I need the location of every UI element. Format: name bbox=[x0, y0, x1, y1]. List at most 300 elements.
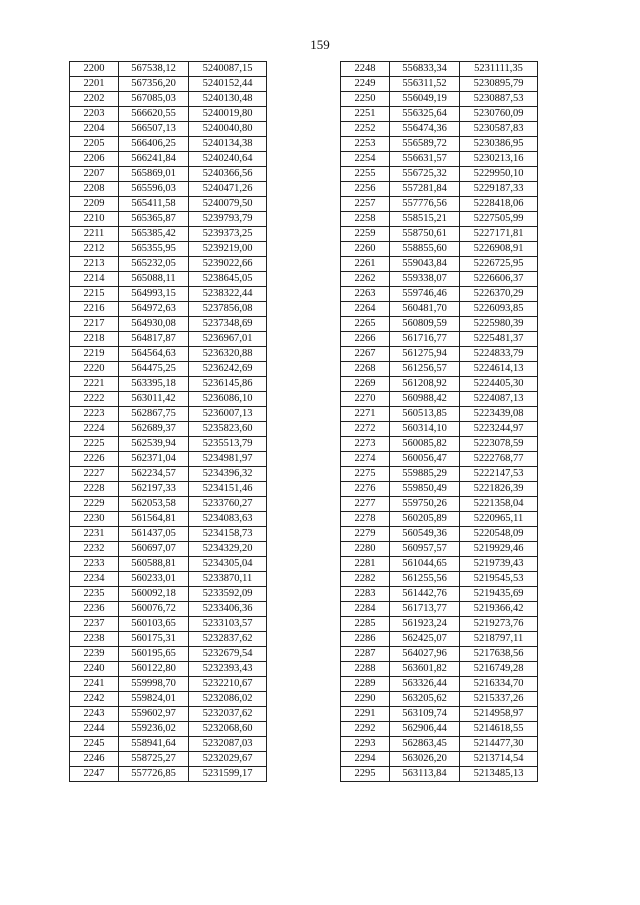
point-number-cell: 2213 bbox=[70, 257, 119, 272]
y-coordinate-cell: 5240134,38 bbox=[189, 137, 267, 152]
table-row bbox=[70, 662, 267, 677]
x-coordinate-cell: 565365,87 bbox=[119, 212, 189, 227]
point-number-cell: 2285 bbox=[341, 617, 390, 632]
point-number-cell: 2288 bbox=[341, 662, 390, 677]
table-row bbox=[70, 497, 267, 512]
table-row bbox=[341, 77, 538, 92]
table-row bbox=[341, 167, 538, 182]
point-number-cell: 2251 bbox=[341, 107, 390, 122]
point-number-cell: 2206 bbox=[70, 152, 119, 167]
table-row bbox=[70, 122, 267, 137]
table-row bbox=[70, 302, 267, 317]
y-coordinate-cell: 5234151,46 bbox=[189, 482, 267, 497]
point-number-cell: 2244 bbox=[70, 722, 119, 737]
y-coordinate-cell: 5221358,04 bbox=[460, 497, 538, 512]
point-number-cell: 2214 bbox=[70, 272, 119, 287]
x-coordinate-cell: 556725,32 bbox=[390, 167, 460, 182]
point-number-cell: 2233 bbox=[70, 557, 119, 572]
table-row bbox=[341, 422, 538, 437]
coordinates-table-right bbox=[340, 61, 538, 782]
y-coordinate-cell: 5230887,53 bbox=[460, 92, 538, 107]
y-coordinate-cell: 5220548,09 bbox=[460, 527, 538, 542]
point-number-cell: 2223 bbox=[70, 407, 119, 422]
x-coordinate-cell: 562425,07 bbox=[390, 632, 460, 647]
point-number-cell: 2263 bbox=[341, 287, 390, 302]
table-row bbox=[70, 92, 267, 107]
table-row bbox=[70, 587, 267, 602]
y-coordinate-cell: 5237856,08 bbox=[189, 302, 267, 317]
coordinates-table-left bbox=[69, 61, 267, 782]
table-row bbox=[70, 647, 267, 662]
point-number-cell: 2228 bbox=[70, 482, 119, 497]
y-coordinate-cell: 5228418,06 bbox=[460, 197, 538, 212]
x-coordinate-cell: 560513,85 bbox=[390, 407, 460, 422]
x-coordinate-cell: 560195,65 bbox=[119, 647, 189, 662]
y-coordinate-cell: 5219435,69 bbox=[460, 587, 538, 602]
point-number-cell: 2278 bbox=[341, 512, 390, 527]
y-coordinate-cell: 5219366,42 bbox=[460, 602, 538, 617]
table-row bbox=[341, 452, 538, 467]
point-number-cell: 2266 bbox=[341, 332, 390, 347]
table-row bbox=[341, 407, 538, 422]
point-number-cell: 2277 bbox=[341, 497, 390, 512]
x-coordinate-cell: 562371,04 bbox=[119, 452, 189, 467]
point-number-cell: 2246 bbox=[70, 752, 119, 767]
point-number-cell: 2255 bbox=[341, 167, 390, 182]
point-number-cell: 2230 bbox=[70, 512, 119, 527]
point-number-cell: 2281 bbox=[341, 557, 390, 572]
x-coordinate-cell: 563326,44 bbox=[390, 677, 460, 692]
point-number-cell: 2295 bbox=[341, 767, 390, 782]
y-coordinate-cell: 5236320,88 bbox=[189, 347, 267, 362]
x-coordinate-cell: 560076,72 bbox=[119, 602, 189, 617]
point-number-cell: 2253 bbox=[341, 137, 390, 152]
x-coordinate-cell: 560549,36 bbox=[390, 527, 460, 542]
point-number-cell: 2211 bbox=[70, 227, 119, 242]
x-coordinate-cell: 565355,95 bbox=[119, 242, 189, 257]
point-number-cell: 2247 bbox=[70, 767, 119, 782]
point-number-cell: 2284 bbox=[341, 602, 390, 617]
x-coordinate-cell: 560697,07 bbox=[119, 542, 189, 557]
x-coordinate-cell: 567538,12 bbox=[119, 62, 189, 77]
y-coordinate-cell: 5232068,60 bbox=[189, 722, 267, 737]
x-coordinate-cell: 567085,03 bbox=[119, 92, 189, 107]
x-coordinate-cell: 558515,21 bbox=[390, 212, 460, 227]
x-coordinate-cell: 560314,10 bbox=[390, 422, 460, 437]
x-coordinate-cell: 562053,58 bbox=[119, 497, 189, 512]
y-coordinate-cell: 5236086,10 bbox=[189, 392, 267, 407]
table-row bbox=[341, 152, 538, 167]
x-coordinate-cell: 561564,81 bbox=[119, 512, 189, 527]
x-coordinate-cell: 561923,24 bbox=[390, 617, 460, 632]
table-row bbox=[341, 302, 538, 317]
x-coordinate-cell: 561716,77 bbox=[390, 332, 460, 347]
x-coordinate-cell: 556311,52 bbox=[390, 77, 460, 92]
point-number-cell: 2237 bbox=[70, 617, 119, 632]
table-row bbox=[70, 767, 267, 782]
x-coordinate-cell: 559043,84 bbox=[390, 257, 460, 272]
point-number-cell: 2287 bbox=[341, 647, 390, 662]
y-coordinate-cell: 5235513,79 bbox=[189, 437, 267, 452]
y-coordinate-cell: 5240040,80 bbox=[189, 122, 267, 137]
table-row bbox=[70, 422, 267, 437]
point-number-cell: 2222 bbox=[70, 392, 119, 407]
table-row bbox=[341, 497, 538, 512]
table-row bbox=[70, 737, 267, 752]
point-number-cell: 2291 bbox=[341, 707, 390, 722]
table-row bbox=[70, 212, 267, 227]
table-row bbox=[70, 437, 267, 452]
point-number-cell: 2243 bbox=[70, 707, 119, 722]
point-number-cell: 2270 bbox=[341, 392, 390, 407]
table-row bbox=[70, 317, 267, 332]
x-coordinate-cell: 564027,96 bbox=[390, 647, 460, 662]
point-number-cell: 2292 bbox=[341, 722, 390, 737]
point-number-cell: 2200 bbox=[70, 62, 119, 77]
table-row bbox=[70, 527, 267, 542]
y-coordinate-cell: 5240471,26 bbox=[189, 182, 267, 197]
x-coordinate-cell: 556833,34 bbox=[390, 62, 460, 77]
x-coordinate-cell: 561437,05 bbox=[119, 527, 189, 542]
table-row bbox=[341, 572, 538, 587]
table-row bbox=[341, 287, 538, 302]
table-row bbox=[70, 167, 267, 182]
table-row bbox=[341, 647, 538, 662]
x-coordinate-cell: 561442,76 bbox=[390, 587, 460, 602]
x-coordinate-cell: 564972,63 bbox=[119, 302, 189, 317]
y-coordinate-cell: 5234396,32 bbox=[189, 467, 267, 482]
point-number-cell: 2261 bbox=[341, 257, 390, 272]
y-coordinate-cell: 5230587,83 bbox=[460, 122, 538, 137]
y-coordinate-cell: 5220965,11 bbox=[460, 512, 538, 527]
y-coordinate-cell: 5217638,56 bbox=[460, 647, 538, 662]
y-coordinate-cell: 5219929,46 bbox=[460, 542, 538, 557]
x-coordinate-cell: 564564,63 bbox=[119, 347, 189, 362]
point-number-cell: 2248 bbox=[341, 62, 390, 77]
table-row bbox=[341, 242, 538, 257]
y-coordinate-cell: 5231111,35 bbox=[460, 62, 538, 77]
y-coordinate-cell: 5233103,57 bbox=[189, 617, 267, 632]
point-number-cell: 2201 bbox=[70, 77, 119, 92]
table-row bbox=[341, 587, 538, 602]
y-coordinate-cell: 5232837,62 bbox=[189, 632, 267, 647]
table-row bbox=[341, 107, 538, 122]
y-coordinate-cell: 5240240,64 bbox=[189, 152, 267, 167]
table-row bbox=[70, 542, 267, 557]
table-row bbox=[341, 542, 538, 557]
table-row bbox=[70, 362, 267, 377]
y-coordinate-cell: 5240087,15 bbox=[189, 62, 267, 77]
x-coordinate-cell: 560205,89 bbox=[390, 512, 460, 527]
point-number-cell: 2286 bbox=[341, 632, 390, 647]
point-number-cell: 2293 bbox=[341, 737, 390, 752]
point-number-cell: 2280 bbox=[341, 542, 390, 557]
point-number-cell: 2283 bbox=[341, 587, 390, 602]
table-row bbox=[341, 617, 538, 632]
x-coordinate-cell: 560103,65 bbox=[119, 617, 189, 632]
y-coordinate-cell: 5234329,20 bbox=[189, 542, 267, 557]
x-coordinate-cell: 564930,08 bbox=[119, 317, 189, 332]
x-coordinate-cell: 559824,01 bbox=[119, 692, 189, 707]
table-row bbox=[70, 467, 267, 482]
point-number-cell: 2254 bbox=[341, 152, 390, 167]
point-number-cell: 2275 bbox=[341, 467, 390, 482]
x-coordinate-cell: 565232,05 bbox=[119, 257, 189, 272]
point-number-cell: 2264 bbox=[341, 302, 390, 317]
x-coordinate-cell: 557776,56 bbox=[390, 197, 460, 212]
table-row bbox=[70, 692, 267, 707]
table-row bbox=[341, 722, 538, 737]
x-coordinate-cell: 556474,36 bbox=[390, 122, 460, 137]
point-number-cell: 2269 bbox=[341, 377, 390, 392]
x-coordinate-cell: 559998,70 bbox=[119, 677, 189, 692]
point-number-cell: 2232 bbox=[70, 542, 119, 557]
table-row bbox=[341, 752, 538, 767]
x-coordinate-cell: 557726,85 bbox=[119, 767, 189, 782]
y-coordinate-cell: 5219739,43 bbox=[460, 557, 538, 572]
x-coordinate-cell: 562539,94 bbox=[119, 437, 189, 452]
x-coordinate-cell: 559746,46 bbox=[390, 287, 460, 302]
point-number-cell: 2242 bbox=[70, 692, 119, 707]
y-coordinate-cell: 5222147,53 bbox=[460, 467, 538, 482]
y-coordinate-cell: 5239793,79 bbox=[189, 212, 267, 227]
y-coordinate-cell: 5224614,13 bbox=[460, 362, 538, 377]
point-number-cell: 2258 bbox=[341, 212, 390, 227]
y-coordinate-cell: 5219545,53 bbox=[460, 572, 538, 587]
point-number-cell: 2250 bbox=[341, 92, 390, 107]
x-coordinate-cell: 563011,42 bbox=[119, 392, 189, 407]
x-coordinate-cell: 556631,57 bbox=[390, 152, 460, 167]
x-coordinate-cell: 556589,72 bbox=[390, 137, 460, 152]
point-number-cell: 2229 bbox=[70, 497, 119, 512]
table-row bbox=[70, 452, 267, 467]
y-coordinate-cell: 5229187,33 bbox=[460, 182, 538, 197]
y-coordinate-cell: 5219273,76 bbox=[460, 617, 538, 632]
x-coordinate-cell: 560085,82 bbox=[390, 437, 460, 452]
table-row bbox=[341, 692, 538, 707]
y-coordinate-cell: 5224833,79 bbox=[460, 347, 538, 362]
y-coordinate-cell: 5213485,13 bbox=[460, 767, 538, 782]
table-row bbox=[341, 137, 538, 152]
y-coordinate-cell: 5223439,08 bbox=[460, 407, 538, 422]
point-number-cell: 2290 bbox=[341, 692, 390, 707]
y-coordinate-cell: 5240130,48 bbox=[189, 92, 267, 107]
y-coordinate-cell: 5224087,13 bbox=[460, 392, 538, 407]
point-number-cell: 2236 bbox=[70, 602, 119, 617]
table-row bbox=[341, 62, 538, 77]
point-number-cell: 2234 bbox=[70, 572, 119, 587]
table-row bbox=[70, 347, 267, 362]
table-row bbox=[341, 437, 538, 452]
x-coordinate-cell: 556325,64 bbox=[390, 107, 460, 122]
x-coordinate-cell: 559602,97 bbox=[119, 707, 189, 722]
y-coordinate-cell: 5232210,67 bbox=[189, 677, 267, 692]
table-row bbox=[341, 362, 538, 377]
point-number-cell: 2225 bbox=[70, 437, 119, 452]
x-coordinate-cell: 559750,26 bbox=[390, 497, 460, 512]
y-coordinate-cell: 5229950,10 bbox=[460, 167, 538, 182]
x-coordinate-cell: 559236,02 bbox=[119, 722, 189, 737]
y-coordinate-cell: 5238645,05 bbox=[189, 272, 267, 287]
table-row bbox=[341, 632, 538, 647]
x-coordinate-cell: 567356,20 bbox=[119, 77, 189, 92]
x-coordinate-cell: 565088,11 bbox=[119, 272, 189, 287]
table-row bbox=[341, 467, 538, 482]
point-number-cell: 2273 bbox=[341, 437, 390, 452]
point-number-cell: 2241 bbox=[70, 677, 119, 692]
x-coordinate-cell: 562197,33 bbox=[119, 482, 189, 497]
table-row bbox=[70, 482, 267, 497]
page-number: 159 bbox=[310, 37, 330, 52]
y-coordinate-cell: 5225980,39 bbox=[460, 317, 538, 332]
x-coordinate-cell: 556049,19 bbox=[390, 92, 460, 107]
y-coordinate-cell: 5233760,27 bbox=[189, 497, 267, 512]
x-coordinate-cell: 565385,42 bbox=[119, 227, 189, 242]
x-coordinate-cell: 561255,56 bbox=[390, 572, 460, 587]
y-coordinate-cell: 5223244,97 bbox=[460, 422, 538, 437]
x-coordinate-cell: 566507,13 bbox=[119, 122, 189, 137]
point-number-cell: 2207 bbox=[70, 167, 119, 182]
y-coordinate-cell: 5213714,54 bbox=[460, 752, 538, 767]
x-coordinate-cell: 566620,55 bbox=[119, 107, 189, 122]
table-row bbox=[70, 182, 267, 197]
table-row bbox=[70, 572, 267, 587]
point-number-cell: 2208 bbox=[70, 182, 119, 197]
y-coordinate-cell: 5237348,69 bbox=[189, 317, 267, 332]
table-row bbox=[341, 482, 538, 497]
point-number-cell: 2249 bbox=[341, 77, 390, 92]
point-number-cell: 2257 bbox=[341, 197, 390, 212]
point-number-cell: 2205 bbox=[70, 137, 119, 152]
table-row bbox=[70, 677, 267, 692]
point-number-cell: 2202 bbox=[70, 92, 119, 107]
table-row bbox=[341, 677, 538, 692]
x-coordinate-cell: 560588,81 bbox=[119, 557, 189, 572]
point-number-cell: 2227 bbox=[70, 467, 119, 482]
table-row bbox=[341, 392, 538, 407]
table-row bbox=[341, 122, 538, 137]
x-coordinate-cell: 561044,65 bbox=[390, 557, 460, 572]
y-coordinate-cell: 5226725,95 bbox=[460, 257, 538, 272]
point-number-cell: 2231 bbox=[70, 527, 119, 542]
point-number-cell: 2274 bbox=[341, 452, 390, 467]
y-coordinate-cell: 5236967,01 bbox=[189, 332, 267, 347]
y-coordinate-cell: 5232029,67 bbox=[189, 752, 267, 767]
y-coordinate-cell: 5226606,37 bbox=[460, 272, 538, 287]
table-row bbox=[341, 92, 538, 107]
point-number-cell: 2235 bbox=[70, 587, 119, 602]
y-coordinate-cell: 5232393,43 bbox=[189, 662, 267, 677]
table-row bbox=[70, 227, 267, 242]
x-coordinate-cell: 558725,27 bbox=[119, 752, 189, 767]
point-number-cell: 2219 bbox=[70, 347, 119, 362]
table-row bbox=[341, 317, 538, 332]
table-row bbox=[341, 737, 538, 752]
y-coordinate-cell: 5239022,66 bbox=[189, 257, 267, 272]
table-row bbox=[70, 632, 267, 647]
y-coordinate-cell: 5214477,30 bbox=[460, 737, 538, 752]
x-coordinate-cell: 562867,75 bbox=[119, 407, 189, 422]
y-coordinate-cell: 5230895,79 bbox=[460, 77, 538, 92]
table-row bbox=[341, 557, 538, 572]
y-coordinate-cell: 5236242,69 bbox=[189, 362, 267, 377]
point-number-cell: 2262 bbox=[341, 272, 390, 287]
point-number-cell: 2256 bbox=[341, 182, 390, 197]
y-coordinate-cell: 5233406,36 bbox=[189, 602, 267, 617]
y-coordinate-cell: 5239373,25 bbox=[189, 227, 267, 242]
table-row bbox=[70, 377, 267, 392]
table-row bbox=[70, 707, 267, 722]
table-row bbox=[341, 332, 538, 347]
x-coordinate-cell: 560092,18 bbox=[119, 587, 189, 602]
x-coordinate-cell: 565411,58 bbox=[119, 197, 189, 212]
y-coordinate-cell: 5218797,11 bbox=[460, 632, 538, 647]
x-coordinate-cell: 558750,61 bbox=[390, 227, 460, 242]
x-coordinate-cell: 561275,94 bbox=[390, 347, 460, 362]
point-number-cell: 2294 bbox=[341, 752, 390, 767]
x-coordinate-cell: 557281,84 bbox=[390, 182, 460, 197]
table-row bbox=[341, 182, 538, 197]
y-coordinate-cell: 5225481,37 bbox=[460, 332, 538, 347]
point-number-cell: 2226 bbox=[70, 452, 119, 467]
x-coordinate-cell: 558941,64 bbox=[119, 737, 189, 752]
point-number-cell: 2224 bbox=[70, 422, 119, 437]
y-coordinate-cell: 5221826,39 bbox=[460, 482, 538, 497]
point-number-cell: 2216 bbox=[70, 302, 119, 317]
x-coordinate-cell: 559850,49 bbox=[390, 482, 460, 497]
table-row bbox=[341, 377, 538, 392]
x-coordinate-cell: 562906,44 bbox=[390, 722, 460, 737]
y-coordinate-cell: 5240366,56 bbox=[189, 167, 267, 182]
table-row bbox=[70, 722, 267, 737]
y-coordinate-cell: 5232086,02 bbox=[189, 692, 267, 707]
table-row bbox=[341, 512, 538, 527]
table-row bbox=[341, 347, 538, 362]
table-row bbox=[70, 242, 267, 257]
point-number-cell: 2238 bbox=[70, 632, 119, 647]
table-row bbox=[70, 392, 267, 407]
y-coordinate-cell: 5230213,16 bbox=[460, 152, 538, 167]
x-coordinate-cell: 564475,25 bbox=[119, 362, 189, 377]
point-number-cell: 2265 bbox=[341, 317, 390, 332]
x-coordinate-cell: 565869,01 bbox=[119, 167, 189, 182]
y-coordinate-cell: 5236007,13 bbox=[189, 407, 267, 422]
table-row bbox=[341, 662, 538, 677]
x-coordinate-cell: 566406,25 bbox=[119, 137, 189, 152]
x-coordinate-cell: 560056,47 bbox=[390, 452, 460, 467]
y-coordinate-cell: 5234158,73 bbox=[189, 527, 267, 542]
point-number-cell: 2240 bbox=[70, 662, 119, 677]
x-coordinate-cell: 560988,42 bbox=[390, 392, 460, 407]
table-row bbox=[341, 227, 538, 242]
table-row bbox=[341, 602, 538, 617]
point-number-cell: 2218 bbox=[70, 332, 119, 347]
point-number-cell: 2279 bbox=[341, 527, 390, 542]
x-coordinate-cell: 560957,57 bbox=[390, 542, 460, 557]
y-coordinate-cell: 5227505,99 bbox=[460, 212, 538, 227]
y-coordinate-cell: 5233870,11 bbox=[189, 572, 267, 587]
x-coordinate-cell: 563395,18 bbox=[119, 377, 189, 392]
x-coordinate-cell: 560809,59 bbox=[390, 317, 460, 332]
y-coordinate-cell: 5232037,62 bbox=[189, 707, 267, 722]
table-row bbox=[70, 197, 267, 212]
y-coordinate-cell: 5223078,59 bbox=[460, 437, 538, 452]
table-row bbox=[70, 332, 267, 347]
table-row bbox=[70, 107, 267, 122]
table-row bbox=[70, 272, 267, 287]
y-coordinate-cell: 5226908,91 bbox=[460, 242, 538, 257]
point-number-cell: 2276 bbox=[341, 482, 390, 497]
